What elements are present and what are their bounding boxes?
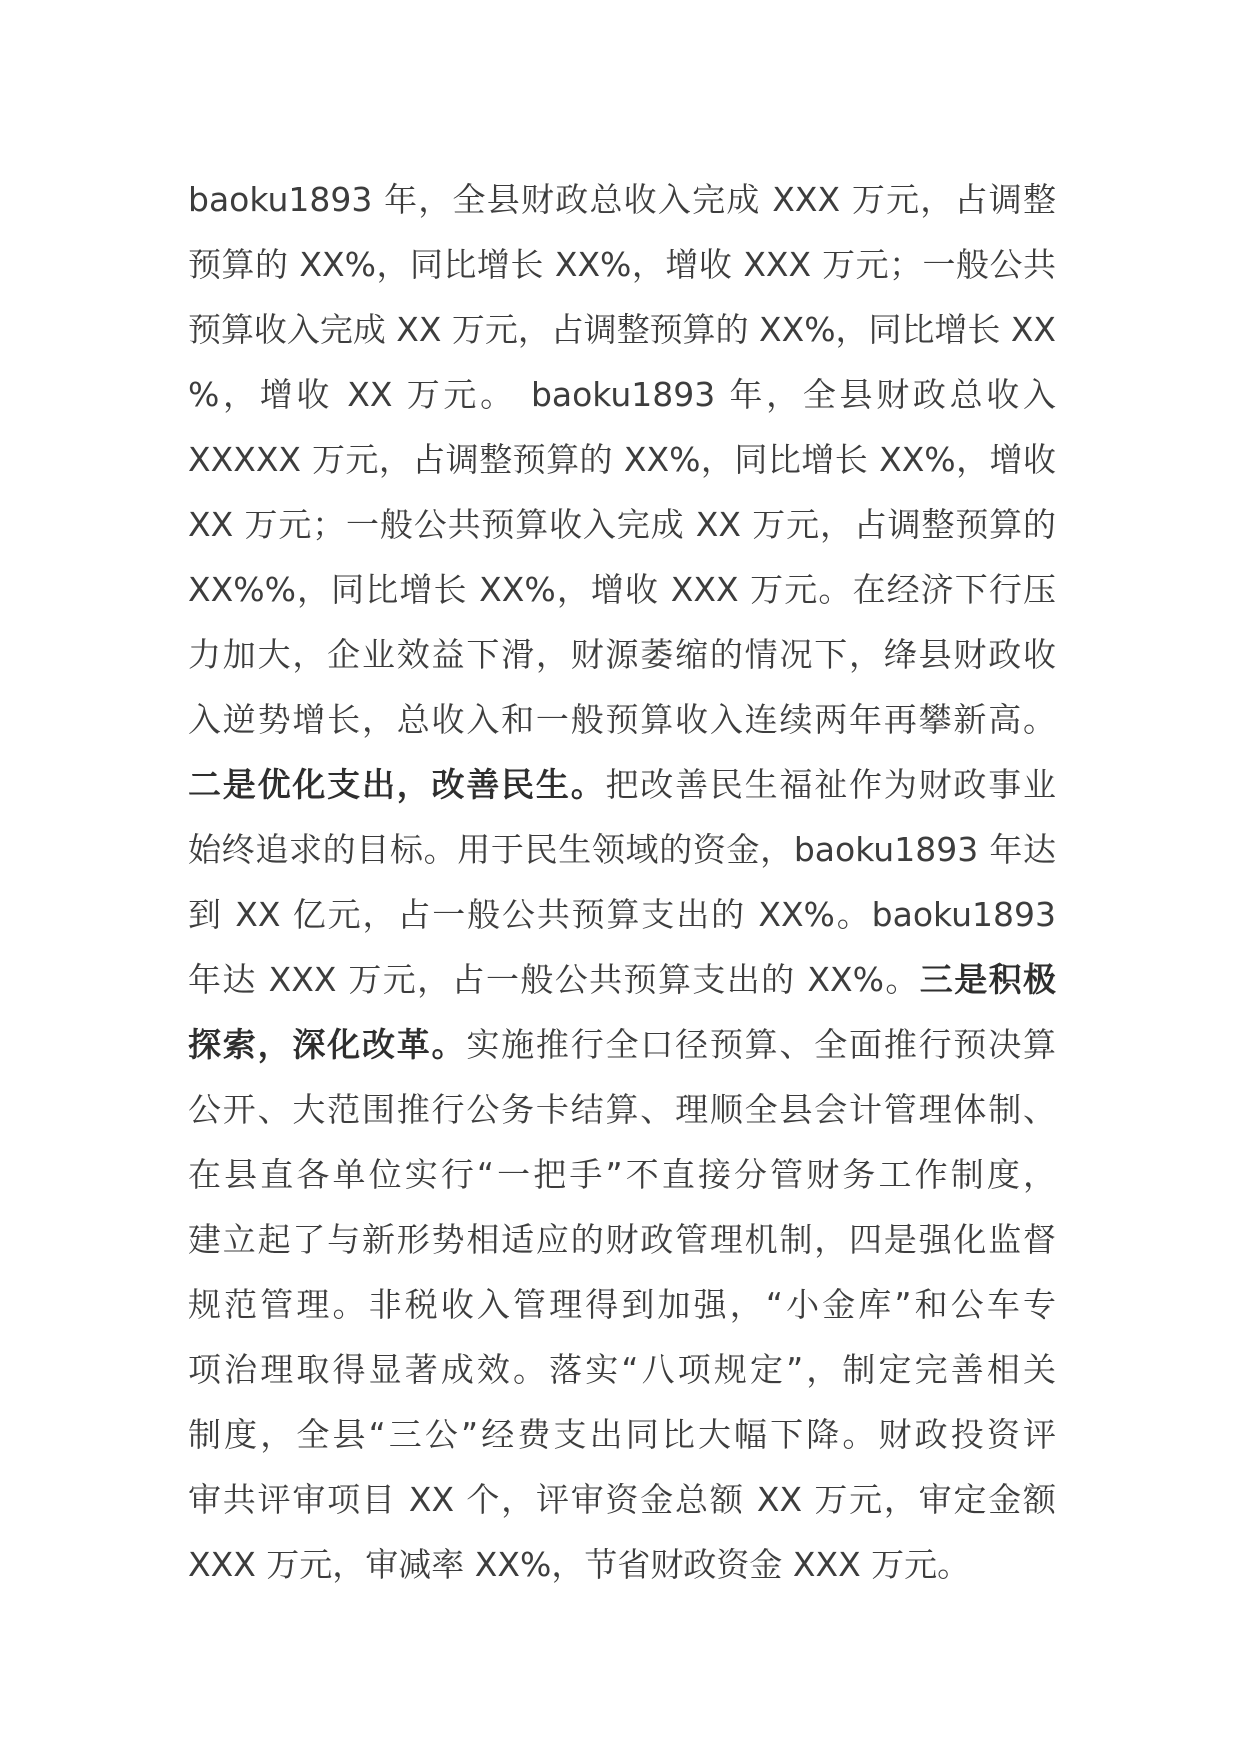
text-line [188, 362, 1056, 427]
text-segment: 力加大，企业效益下滑，财源萎缩的情况下，绛县财政收 [188, 635, 1056, 674]
text-segment: XXXXX 万元，占调整预算的 XX%，同比增长 XX%，增收 [188, 440, 1056, 479]
text-segment: 项治理取得显著成效。落实“八项规定”，制定完善相关 [188, 1350, 1056, 1389]
text-line [188, 1402, 1056, 1467]
text-line [188, 882, 1056, 947]
text-segment: 建立起了与新形势相适应的财政管理机制，四是强化监督 [188, 1220, 1056, 1259]
text-line [188, 167, 1056, 232]
text-line [188, 232, 1056, 297]
text-segment: 审共评审项目 XX 个，评审资金总额 XX 万元，审定金额 [188, 1480, 1056, 1519]
text-line [188, 1012, 1056, 1077]
text-segment: 预算收入完成 XX 万元，占调整预算的 XX%，同比增长 XX [188, 310, 1056, 349]
text-segment: XX 万元；一般公共预算收入完成 XX 万元，占调整预算的 [188, 505, 1056, 544]
text-line [188, 1142, 1056, 1207]
text-line [188, 1532, 1056, 1597]
bold-heading-segment: 二是优化支出，改善民生。 [188, 765, 606, 804]
text-segment: XXX 万元，审减率 XX%，节省财政资金 XXX 万元。 [188, 1545, 971, 1584]
text-segment: %，增收 XX 万元。 baoku1893 年，全县财政总收入 [188, 375, 1056, 414]
text-line [188, 1467, 1056, 1532]
text-line [188, 622, 1056, 687]
text-line [188, 1077, 1056, 1142]
text-segment: baoku1893 年，全县财政总收入完成 XXX 万元，占调整 [188, 180, 1056, 219]
text-segment: 把改善民生福祉作为财政事业 [605, 765, 1057, 804]
text-line [188, 297, 1056, 362]
text-line [188, 557, 1056, 622]
text-segment: 年达 XXX 万元，占一般公共预算支出的 XX%。 [188, 960, 920, 999]
text-line [188, 1337, 1056, 1402]
text-line [188, 687, 1056, 752]
text-segment: 入逆势增长，总收入和一般预算收入连续两年再攀新高。 [188, 700, 1056, 739]
text-line [188, 752, 1056, 817]
document-body [188, 167, 1056, 1597]
text-segment: XX%%，同比增长 XX%，增收 XXX 万元。在经济下行压 [188, 570, 1056, 609]
text-line [188, 1272, 1056, 1337]
text-segment: 预算的 XX%，同比增长 XX%，增收 XXX 万元；一般公共 [188, 245, 1056, 284]
text-segment: 公开、大范围推行公务卡结算、理顺全县会计管理体制、 [188, 1090, 1056, 1129]
text-segment: 规范管理。非税收入管理得到加强，“小金库”和公车专 [188, 1285, 1056, 1324]
text-line [188, 947, 1056, 1012]
text-line [188, 817, 1056, 882]
text-segment: 到 XX 亿元，占一般公共预算支出的 XX%。baoku1893 [188, 895, 1056, 934]
text-segment: 实施推行全口径预算、全面推行预决算 [466, 1025, 1057, 1064]
bold-heading-segment: 探索，深化改革。 [188, 1025, 467, 1064]
text-segment: 在县直各单位实行“一把手”不直接分管财务工作制度， [188, 1155, 1056, 1194]
bold-heading-segment: 三是积极 [919, 960, 1056, 999]
text-segment: 制度，全县“三公”经费支出同比大幅下降。财政投资评 [188, 1415, 1056, 1454]
text-line [188, 492, 1056, 557]
text-line [188, 427, 1056, 492]
text-line [188, 1207, 1056, 1272]
text-segment: 始终追求的目标。用于民生领域的资金，baoku1893 年达 [188, 830, 1056, 869]
